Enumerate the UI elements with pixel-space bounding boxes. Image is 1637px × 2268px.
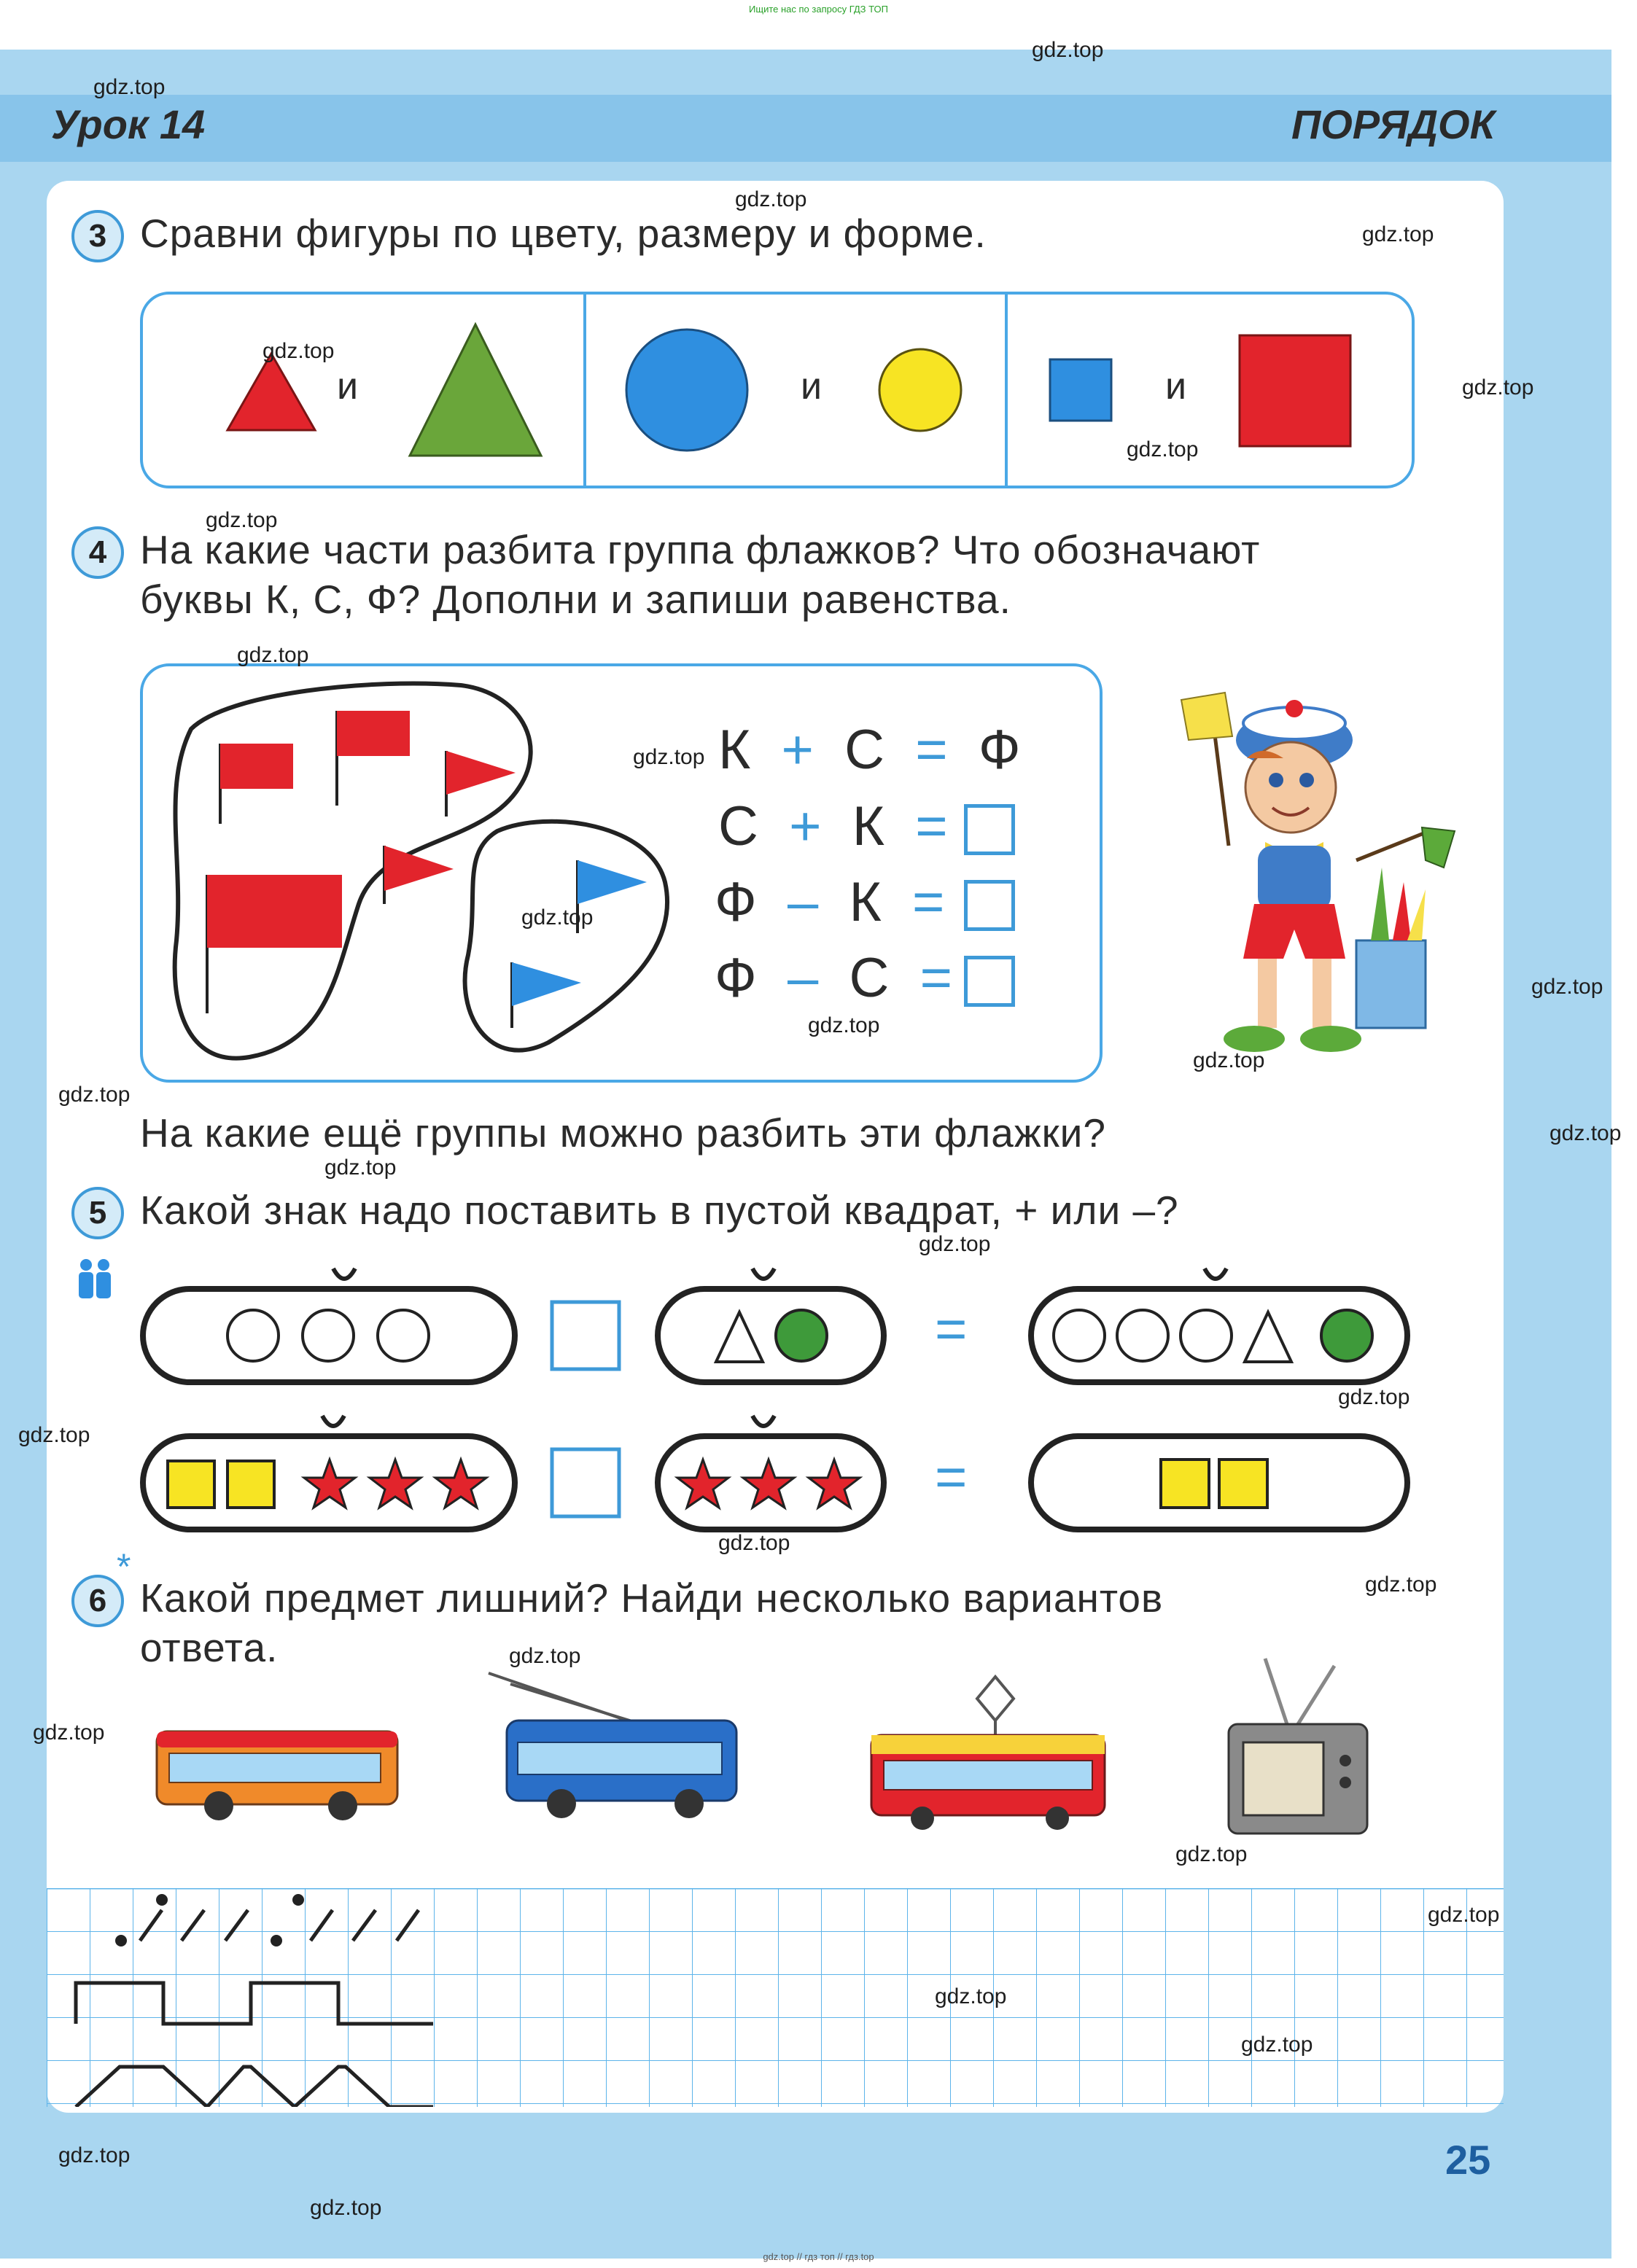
watermark: gdz.top <box>237 643 309 667</box>
connector-and: и <box>801 365 823 408</box>
task3-text: Сравни фигуры по цвету, размеру и форме. <box>140 211 987 256</box>
flags-group-outline <box>465 822 667 1051</box>
equation-row: К + С = Ф <box>718 719 1021 781</box>
blank-sign-box <box>552 1302 619 1369</box>
watermark: gdz.top <box>263 339 335 363</box>
big-green-triangle <box>410 324 541 456</box>
topic-title: ПОРЯДОК <box>1291 101 1495 147</box>
watermark: gdz.top <box>58 2143 131 2167</box>
star-mark: * <box>117 1546 131 1587</box>
task5-row-2 <box>140 1407 1416 1546</box>
watermark: gdz.top <box>735 187 807 211</box>
watermark: gdz.top <box>1365 1573 1437 1597</box>
rect-flag <box>207 875 342 948</box>
watermark: gdz.top <box>808 1013 880 1037</box>
watermark: gdz.top <box>1428 1903 1500 1927</box>
big-red-square <box>1240 335 1350 446</box>
equation-row: С + К = <box>718 795 948 857</box>
equals-sign: = <box>935 1446 968 1508</box>
boy-with-flags-illustration <box>1138 678 1458 1072</box>
blank-sign-box <box>552 1449 619 1516</box>
watermark: gdz.top <box>18 1423 90 1447</box>
equation-row: Ф – К = <box>715 871 945 933</box>
triangle-flag <box>384 846 454 891</box>
watermark: gdz.top <box>1241 2033 1313 2057</box>
connector-and: и <box>337 365 359 408</box>
answer-box[interactable] <box>964 880 1015 931</box>
watermark: gdz.top <box>1338 1385 1410 1409</box>
watermark: gdz.top <box>1462 375 1534 400</box>
equals-sign: = <box>935 1298 968 1360</box>
task6-text-line2: ответа. <box>140 1625 279 1670</box>
tv-icon <box>1214 1651 1382 1841</box>
equation-row: Ф – С = <box>715 947 953 1009</box>
watermark: gdz.top <box>93 75 166 99</box>
grid-area <box>47 1888 1504 2107</box>
pair-work-icon <box>74 1258 115 1300</box>
watermark: gdz.top <box>1175 1842 1248 1866</box>
task3-shapes <box>140 292 1415 488</box>
task-number-3: 3 <box>71 210 124 262</box>
watermark: gdz.top <box>521 905 594 930</box>
triangle-flag <box>446 751 516 795</box>
flags-diagram <box>140 663 694 1083</box>
trolleybus-icon <box>481 1669 744 1830</box>
small-yellow-circle <box>879 349 961 431</box>
lesson-label: Урок 14 <box>51 101 206 147</box>
pill-group <box>658 1289 884 1382</box>
watermark: gdz.top <box>935 1984 1007 2008</box>
page-number: 25 <box>1445 2137 1491 2183</box>
task-number-6: 6 <box>71 1575 124 1627</box>
answer-box[interactable] <box>964 804 1015 855</box>
task4-text-line2: буквы К, С, Ф? Дополни и запиши равенства. <box>140 577 1011 622</box>
watermark: gdz.top <box>1127 437 1199 461</box>
watermark: gdz.top <box>1549 1121 1622 1145</box>
rect-flag <box>337 711 410 756</box>
task-number-4: 4 <box>71 526 124 579</box>
task5-row-1 <box>140 1260 1416 1398</box>
top-note: Ищите нас по запросу ГДЗ ТОП <box>749 4 888 15</box>
answer-box[interactable] <box>964 956 1015 1007</box>
small-blue-square <box>1050 359 1111 421</box>
watermark: gdz.top <box>324 1156 397 1180</box>
watermark: gdz.top <box>633 745 705 769</box>
task4-text-line1: На какие части разбита группа флажков? Что обозначают <box>140 527 1261 572</box>
task-number-5: 5 <box>71 1187 124 1239</box>
watermark: gdz.top <box>1193 1048 1265 1072</box>
blue-triangle-flag <box>512 962 581 1006</box>
watermark: gdz.top <box>509 1644 581 1668</box>
bus-icon <box>153 1717 401 1826</box>
task5-text: Какой знак надо поставить в пустой квадрат, + или –? <box>140 1188 1179 1233</box>
watermark: gdz.top <box>206 508 278 532</box>
bottom-note: gdz.top // гдз топ // гдз.top <box>763 2251 874 2262</box>
rect-flag <box>220 744 293 789</box>
connector-and: и <box>1165 365 1187 408</box>
watermark: gdz.top <box>1362 222 1434 246</box>
small-red-triangle <box>228 354 315 430</box>
big-blue-circle <box>626 330 747 451</box>
watermark: gdz.top <box>1531 975 1603 999</box>
watermark: gdz.top <box>33 1721 105 1745</box>
task4-question: На какие ещё группы можно разбить эти флажки? <box>140 1110 1106 1156</box>
watermark: gdz.top <box>310 2196 382 2220</box>
watermark: gdz.top <box>919 1232 991 1256</box>
tram-icon <box>860 1662 1116 1837</box>
blue-triangle-flag <box>578 860 647 904</box>
task6-text-line1: Какой предмет лишний? Найди несколько вариантов <box>140 1575 1164 1621</box>
watermark: gdz.top <box>58 1083 131 1107</box>
watermark: gdz.top <box>1032 38 1104 62</box>
watermark: gdz.top <box>718 1531 790 1555</box>
